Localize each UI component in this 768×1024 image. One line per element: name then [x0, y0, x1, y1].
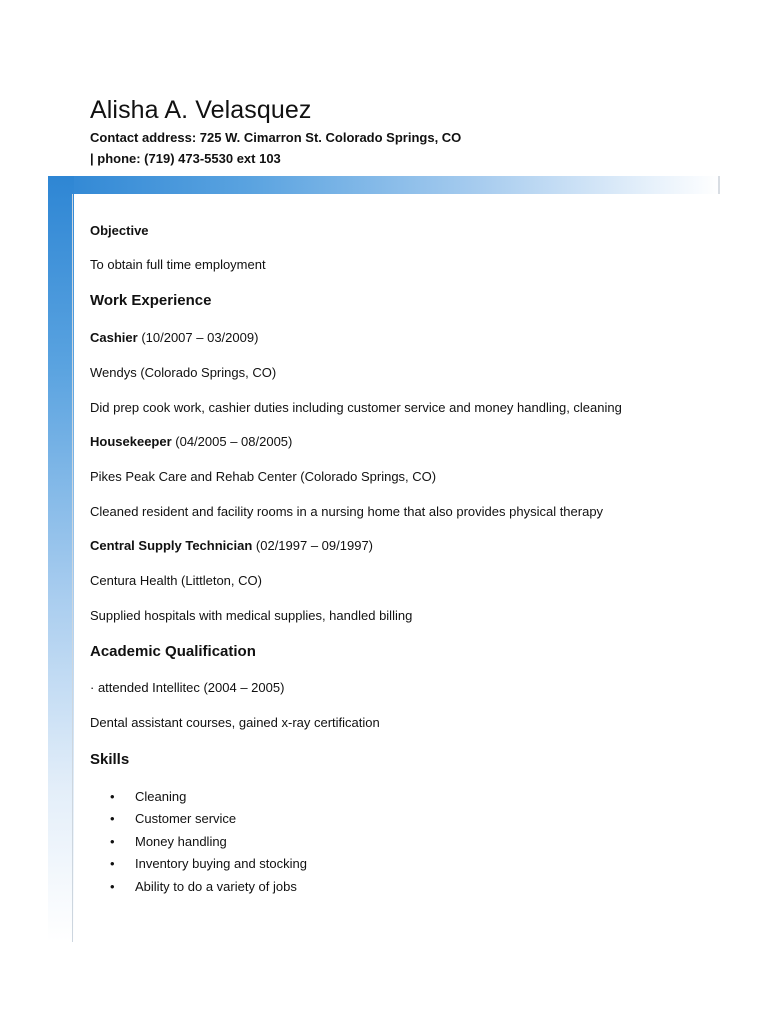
skills-heading: Skills [90, 751, 130, 768]
academic-line-1: · attended Intellitec (2004 – 2005) [90, 680, 285, 695]
bullet: • [110, 789, 115, 804]
job-dates: (02/1997 – 09/1997) [252, 538, 374, 553]
job-title-line [90, 433, 292, 451]
skill-text: Ability to do a variety of jobs [135, 878, 297, 894]
contact-address: Contact address: 725 W. Cimarron St. Colorado Springs, CO [90, 130, 462, 145]
header-gradient-band [48, 176, 720, 194]
skill-text: Customer service [135, 811, 237, 827]
skills-list [90, 788, 307, 900]
objective-heading: Objective [90, 223, 149, 238]
side-gradient-band [48, 176, 74, 942]
list-item [90, 855, 307, 877]
header-band-edge [718, 176, 720, 194]
job-title: Cashier [90, 330, 138, 345]
skill-text: Cleaning [135, 789, 187, 804]
bullet: • [110, 811, 115, 827]
job-employer: Centura Health (Littleton, CO) [90, 573, 262, 588]
contact-phone: | phone: (719) 473-5530 ext 103 [90, 151, 281, 166]
job-description: Did prep cook work, cashier duties including customer service and money handling, cleaning [90, 400, 622, 415]
skill-text: Inventory buying and stocking [135, 856, 307, 872]
academic-heading: Academic Qualification [90, 643, 256, 660]
side-band-edge [72, 194, 73, 942]
list-item [90, 833, 307, 855]
list-item [90, 878, 307, 900]
resume-name: Alisha A. Velasquez [90, 96, 312, 124]
job-title-line [90, 537, 373, 555]
skill-text: Money handling [135, 833, 227, 849]
job-title: Housekeeper [90, 434, 172, 449]
objective-text: To obtain full time employment [90, 257, 266, 272]
bullet: • [110, 878, 115, 894]
list-item [90, 810, 307, 832]
academic-line-2: Dental assistant courses, gained x-ray certification [90, 715, 380, 730]
job-employer: Wendys (Colorado Springs, CO) [90, 365, 277, 380]
job-dates: (10/2007 – 03/2009) [137, 330, 259, 345]
job-dates: (04/2005 – 08/2005) [171, 434, 293, 449]
list-item [90, 788, 307, 810]
bullet: • [110, 833, 115, 849]
bullet: • [110, 856, 115, 872]
work-experience-heading: Work Experience [90, 292, 212, 309]
job-employer: Pikes Peak Care and Rehab Center (Colorado Springs, CO) [90, 469, 437, 484]
job-description: Supplied hospitals with medical supplies, handled billing [90, 608, 413, 623]
job-title-line [90, 329, 258, 347]
job-description: Cleaned resident and facility rooms in a nursing home that also provides physical therapy [90, 504, 604, 519]
job-title: Central Supply Technician [90, 538, 253, 553]
